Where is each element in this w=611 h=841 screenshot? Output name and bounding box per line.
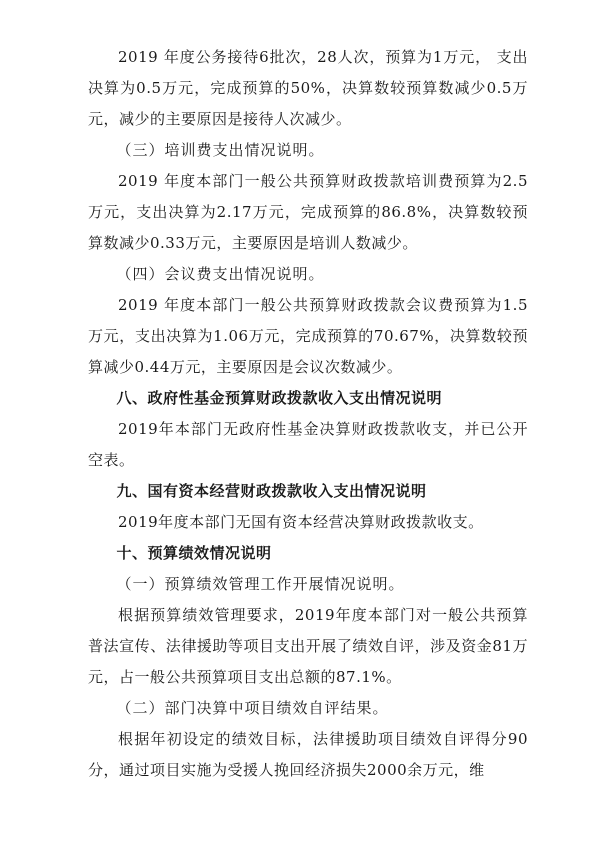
paragraph-state-capital: 2019年度本部门无国有资本经营决算财政拨款收支。 (118, 513, 484, 531)
paragraph-meeting-expense: 2019 年度本部门一般公共预算财政拨款会议费预算为1.5万元，支出决算为1.06万元，完成预算的70.67%，决算数较预算减少0.44万元，主要原因是会议次数减少。 (88, 296, 528, 376)
paragraph-performance-management: 根据预算绩效管理要求，2019年度本部门对一般公共预算普法宣传、法律援助等项目支出开展了绩效自评，涉及资金81万元，占一般公共预算项目支出总额的87.1%。 (88, 606, 528, 686)
heading-project-self-evaluation: （二）部门决算中项目绩效自评结果。 (116, 699, 389, 717)
heading-training-expense: （三）培训费支出情况说明。 (116, 141, 325, 159)
paragraph-training-expense: 2019 年度本部门一般公共预算财政拨款培训费预算为2.5万元，支出决算为2.17万元，完成预算的86.8%，决算数较预算数减少0.33万元，主要原因是培训人数减少。 (88, 172, 528, 252)
section-heading-performance: 十、预算绩效情况说明 (116, 544, 272, 562)
section-heading-state-capital: 九、国有资本经营财政拨款收入支出情况说明 (116, 482, 427, 500)
paragraph-government-fund: 2019年本部门无政府性基金决算财政拨款收支，并已公开空表。 (88, 420, 528, 469)
heading-performance-management: （一）预算绩效管理工作开展情况说明。 (116, 575, 405, 593)
paragraph-project-self-evaluation: 根据年初设定的绩效目标，法律援助项目绩效自评得分90分，通过项目实施为受援人挽回经济损失2000余万元，维 (88, 730, 528, 779)
heading-meeting-expense: （四）会议费支出情况说明。 (116, 265, 325, 283)
document-page (88, 42, 528, 786)
paragraph-reception-expense: 2019 年度公务接待6批次，28人次，预算为1万元， 支出决算为0.5万元，完成预算的50%，决算数较预算数减少0.5万元，减少的主要原因是接待人次减少。 (88, 48, 528, 128)
section-heading-government-fund: 八、政府性基金预算财政拨款收入支出情况说明 (116, 389, 443, 407)
